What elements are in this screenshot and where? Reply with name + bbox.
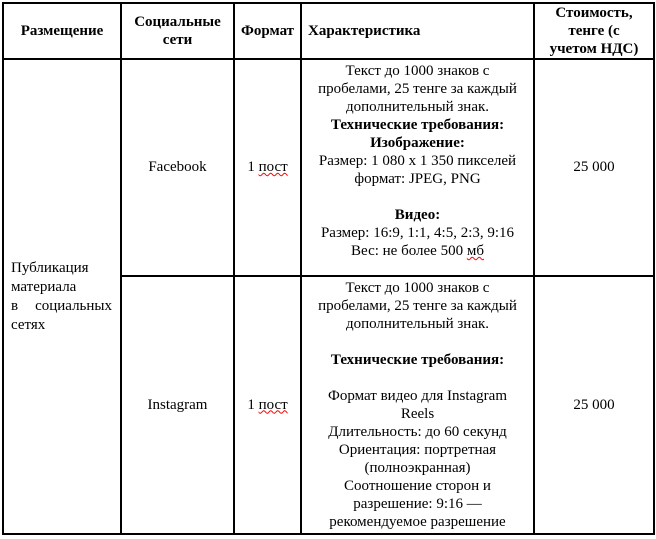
characteristic-line: дополнительный знак. bbox=[345, 99, 490, 115]
header-format: Формат bbox=[234, 3, 301, 59]
characteristic-line: Формат видео для Instagram bbox=[328, 388, 507, 404]
placement-line: сетях bbox=[11, 316, 46, 333]
header-social-networks: Социальные сети bbox=[121, 3, 234, 59]
characteristic-line: Текст до 1000 знаков с bbox=[345, 280, 490, 296]
table-row-facebook bbox=[3, 59, 654, 276]
placement-cell bbox=[3, 59, 121, 534]
format-text: 1 пост bbox=[247, 396, 288, 413]
characteristic-line: Технические требования: bbox=[330, 352, 505, 368]
characteristic-line: Размер: 16:9, 1:1, 4:5, 2:3, 9:16 bbox=[320, 225, 515, 241]
format-cell-instagram bbox=[234, 276, 301, 534]
characteristic-line bbox=[305, 188, 530, 206]
characteristic-line: (полноэкранная) bbox=[364, 460, 471, 476]
network-cell-instagram: Instagram bbox=[121, 276, 234, 534]
cost-cell-instagram: 25 000 bbox=[534, 276, 654, 534]
characteristic-line: Длительность: до 60 секунд bbox=[328, 424, 507, 440]
characteristic-line: разрешение: 9:16 — bbox=[353, 496, 482, 512]
characteristic-line: Размер: 1 080 х 1 350 пикселей bbox=[318, 153, 517, 169]
misspelled-word: пост bbox=[258, 159, 288, 175]
misspelled-word: мб bbox=[466, 243, 484, 259]
characteristic-line: Текст до 1000 знаков с bbox=[345, 63, 490, 79]
header-placement: Размещение bbox=[3, 3, 121, 59]
format-cell-facebook bbox=[234, 59, 301, 276]
format-text: 1 пост bbox=[247, 159, 288, 175]
misspelled-word: пост bbox=[258, 396, 288, 413]
characteristic-line: формат: JPEG, PNG bbox=[354, 171, 481, 187]
header-cost: Стоимость, тенге (с учетом НДС) bbox=[534, 3, 654, 59]
characteristic-line: Технические требования: bbox=[330, 117, 505, 133]
characteristics-cell-facebook bbox=[301, 59, 534, 276]
pricing-table bbox=[2, 2, 655, 535]
characteristics-cell-instagram bbox=[301, 276, 534, 534]
characteristic-line: Ориентация: портретная bbox=[338, 442, 497, 458]
characteristic-line bbox=[305, 333, 530, 351]
placement-text bbox=[11, 259, 112, 335]
characteristic-line: Reels bbox=[400, 406, 435, 422]
header-row bbox=[3, 3, 654, 59]
characteristic-line: Вес: не более 500 мб bbox=[351, 243, 484, 259]
network-cell-facebook: Facebook bbox=[121, 59, 234, 276]
placement-line: Публикация bbox=[11, 259, 89, 276]
characteristic-line: пробелами, 25 тенге за каждый bbox=[318, 298, 517, 314]
placement-line: материала bbox=[11, 278, 77, 295]
characteristic-line: Изображение: bbox=[370, 135, 465, 151]
header-characteristic: Характеристика bbox=[301, 3, 534, 59]
characteristic-line: Соотношение сторон и bbox=[344, 478, 491, 494]
cost-cell-facebook: 25 000 bbox=[534, 59, 654, 276]
characteristic-line bbox=[305, 369, 530, 387]
characteristic-line: рекомендуемое разрешение bbox=[329, 514, 506, 530]
characteristic-line: Видео: bbox=[394, 207, 441, 223]
characteristic-line: дополнительный знак. bbox=[345, 316, 490, 332]
characteristic-line: пробелами, 25 тенге за каждый bbox=[318, 81, 517, 97]
placement-line: в социальных bbox=[11, 297, 112, 314]
